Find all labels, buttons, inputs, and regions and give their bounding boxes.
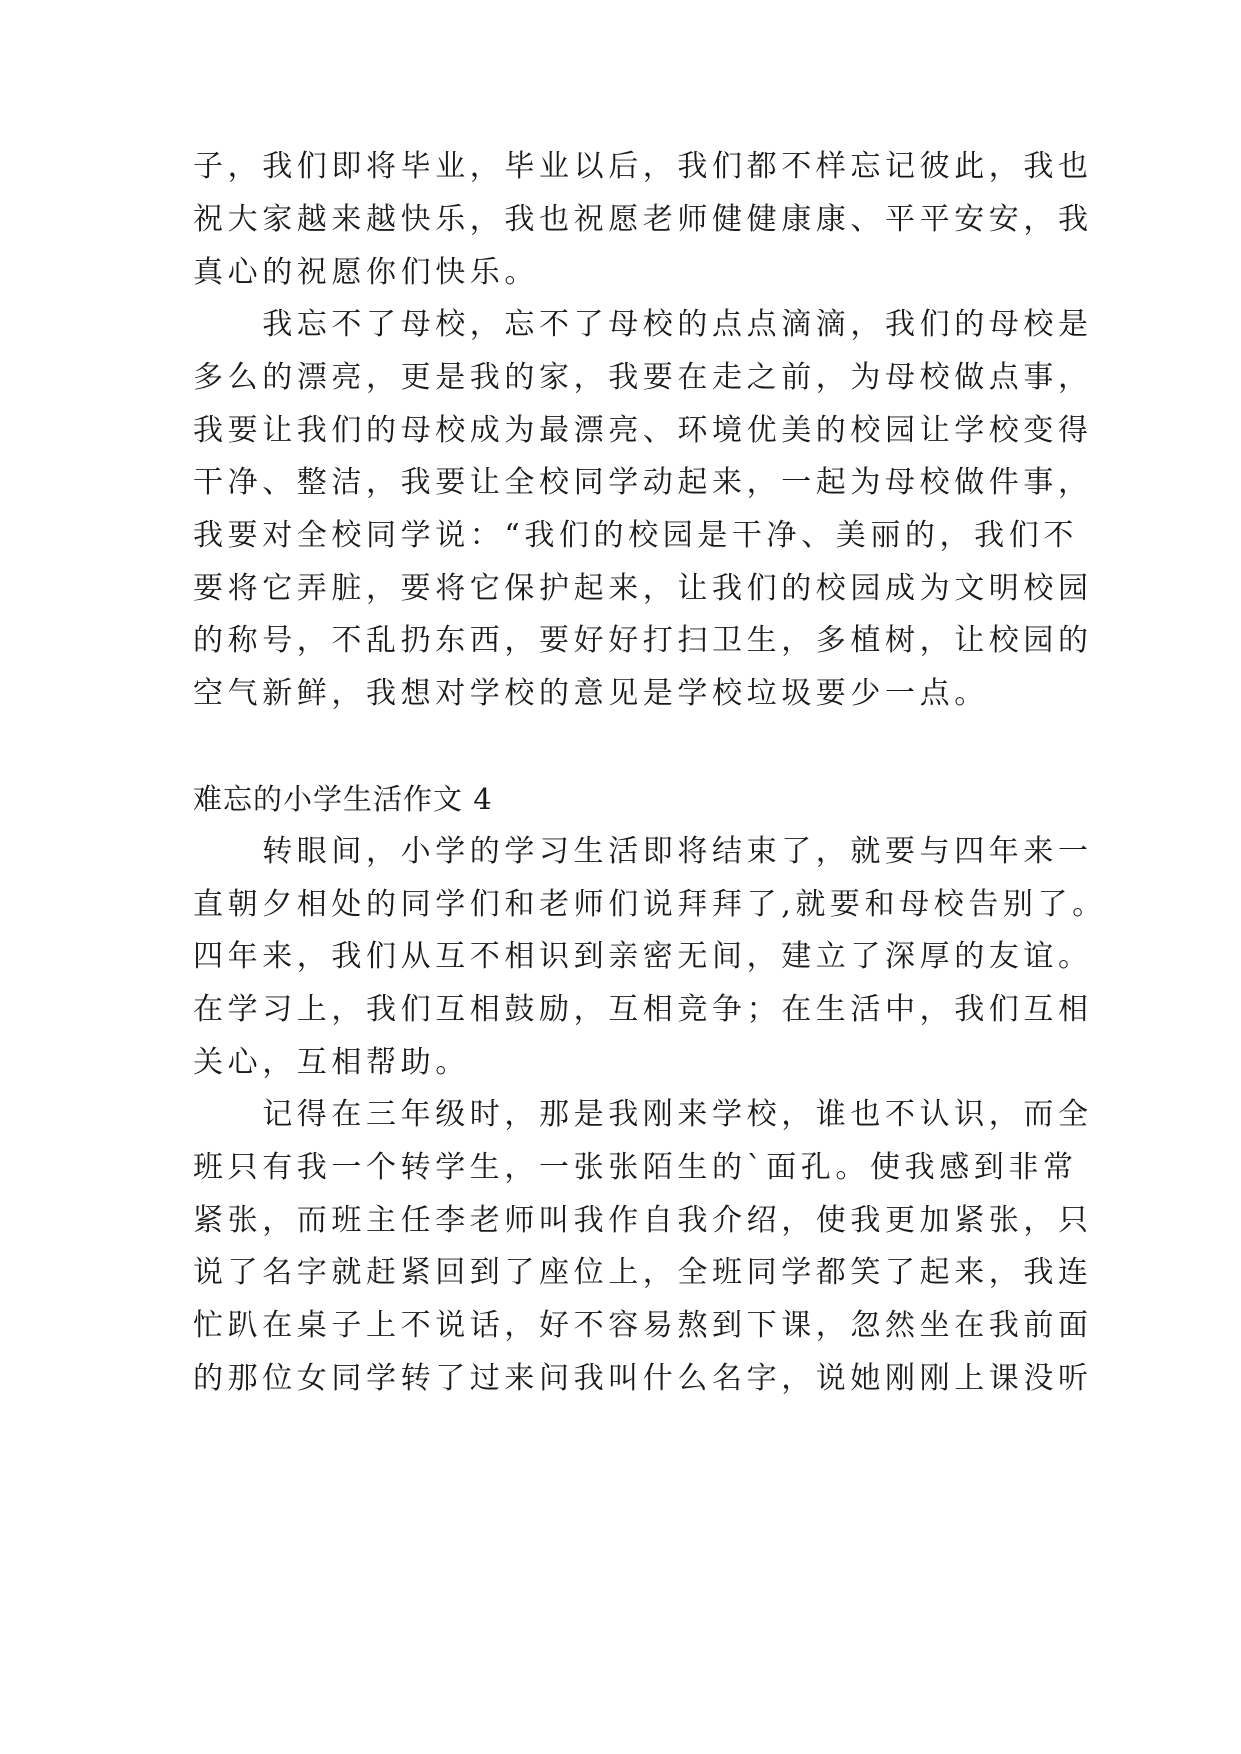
paragraph-line: 的称号，不乱扔东西，要好好打扫卫生，多植树，让校园的 <box>193 623 1093 658</box>
paragraph-line: 我忘不了母校，忘不了母校的点点滴滴，我们的母校是 <box>193 307 1093 342</box>
paragraph-line: 的那位女同学转了过来问我叫什么名字，说她刚刚上课没听 <box>193 1361 1093 1396</box>
paragraph-line: 忙趴在桌子上不说话，好不容易熬到下课，忽然坐在我前面 <box>193 1308 1093 1343</box>
paragraph-line: 直朝夕相处的同学们和老师们说拜拜了,就要和母校告别了。 <box>193 887 1107 922</box>
paragraph-line: 干净、整洁，我要让全校同学动起来，一起为母校做件事， <box>193 465 1093 500</box>
paragraph-line: 转眼间，小学的学习生活即将结束了，就要与四年来一 <box>193 834 1093 869</box>
paragraph-line: 多么的漂亮，更是我的家，我要在走之前，为母校做点事， <box>193 360 1093 395</box>
paragraph-line: 紧张，而班主任李老师叫我作自我介绍，使我更加紧张，只 <box>193 1203 1093 1238</box>
section-title: 难忘的小学生活作文 4 <box>193 782 493 816</box>
paragraph-line: 子，我们即将毕业，毕业以后，我们都不样忘记彼此，我也 <box>193 149 1093 184</box>
paragraph-line: 在学习上，我们互相鼓励，互相竞争；在生活中，我们互相 <box>193 992 1093 1027</box>
paragraph-line: 空气新鲜，我想对学校的意见是学校垃圾要少一点。 <box>193 676 989 711</box>
paragraph-line: 记得在三年级时，那是我刚来学校，谁也不认识，而全 <box>193 1097 1093 1132</box>
paragraph-line: 关心，互相帮助。 <box>193 1045 470 1080</box>
paragraph-line: 我要让我们的母校成为最漂亮、环境优美的校园让学校变得 <box>193 413 1093 448</box>
paragraph-line: 说了名字就赶紧回到了座位上，全班同学都笑了起来，我连 <box>193 1255 1093 1290</box>
paragraph-line: 四年来，我们从互不相识到亲密无间，建立了深厚的友谊。 <box>193 939 1093 974</box>
paragraph-line: 真心的祝愿你们快乐。 <box>193 255 539 290</box>
paragraph-line: 祝大家越来越快乐，我也祝愿老师健健康康、平平安安，我 <box>193 202 1093 237</box>
paragraph-line: 班只有我一个转学生，一张张陌生的`面孔。使我感到非常 <box>193 1150 1078 1185</box>
paragraph-line: 我要对全校同学说：“我们的校园是干净、美丽的，我们不 <box>193 518 1078 553</box>
paragraph-line: 要将它弄脏，要将它保护起来，让我们的校园成为文明校园 <box>193 571 1093 606</box>
